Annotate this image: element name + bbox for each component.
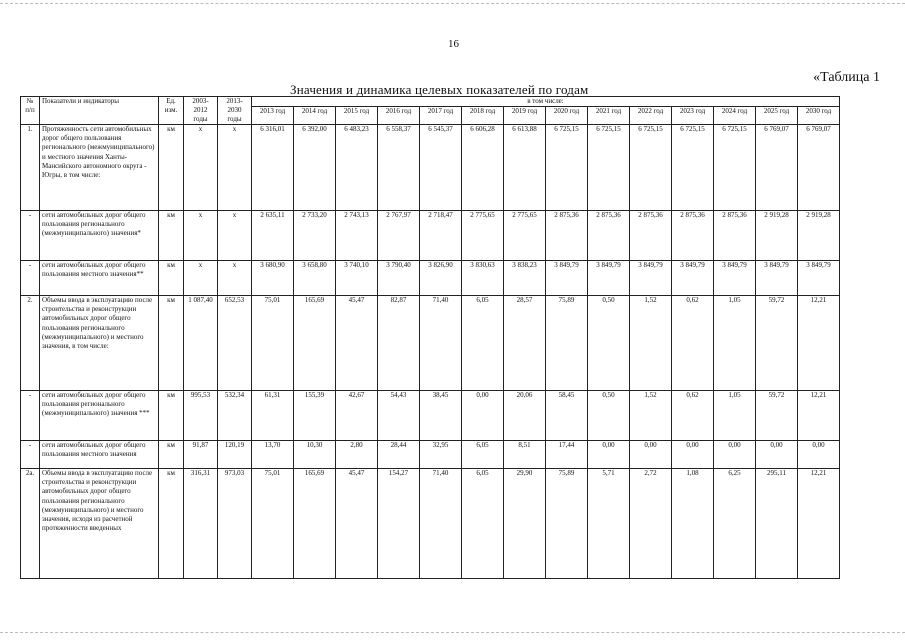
year-value: 59,72 [756, 391, 798, 441]
header-year: 2014 год [294, 107, 336, 125]
bottom-scan-edge [0, 632, 905, 633]
indicator-name: Объемы ввода в эксплуатацию после строительства и реконструкции автомобильных дорог общего пользования регионального (межмуниципального) и местного значения, исходя из расчетной протяженности введенных [40, 469, 159, 579]
year-value: 2 875,36 [588, 211, 630, 261]
period2-value: 973,03 [218, 469, 252, 579]
row-number: 2а. [21, 469, 40, 579]
year-value: 0,00 [714, 441, 756, 469]
period1-value: 91,87 [184, 441, 218, 469]
year-value: 6 769,07 [756, 125, 798, 211]
header-period-2013-2030: 2013-2030 годы [218, 97, 252, 125]
header-year: 2017 год [420, 107, 462, 125]
year-value: 28,57 [504, 296, 546, 391]
year-value: 1,52 [630, 391, 672, 441]
period2-value: x [218, 211, 252, 261]
year-value: 3 826,90 [420, 261, 462, 296]
year-value: 3 790,40 [378, 261, 420, 296]
header-num: № п/п [21, 97, 40, 125]
period2-value: 120,19 [218, 441, 252, 469]
year-value: 71,40 [420, 296, 462, 391]
year-value: 3 849,79 [798, 261, 840, 296]
year-value: 6,05 [462, 469, 504, 579]
year-value: 2,80 [336, 441, 378, 469]
page-title: Значения и динамика целевых показателей по годам [290, 82, 589, 97]
indicator-name: сети автомобильных дорог общего пользования регионального (межмуниципального) значения* [40, 211, 159, 261]
year-value: 165,69 [294, 469, 336, 579]
year-value: 0,62 [672, 296, 714, 391]
table-row [21, 469, 840, 579]
unit-cell: км [159, 391, 184, 441]
year-value: 42,67 [336, 391, 378, 441]
year-value: 6 725,15 [546, 125, 588, 211]
year-value: 2,72 [630, 469, 672, 579]
period2-value: x [218, 125, 252, 211]
year-value: 3 849,79 [588, 261, 630, 296]
year-value: 155,39 [294, 391, 336, 441]
period1-value: x [184, 261, 218, 296]
year-value: 17,44 [546, 441, 588, 469]
header-year: 2019 год [504, 107, 546, 125]
header-year: 2015 год [336, 107, 378, 125]
year-value: 3 849,79 [756, 261, 798, 296]
indicator-name: сети автомобильных дорог общего пользования регионального (межмуниципального) значения *** [40, 391, 159, 441]
year-value: 2 875,36 [672, 211, 714, 261]
unit-cell: км [159, 261, 184, 296]
year-value: 54,43 [378, 391, 420, 441]
year-value: 6 545,37 [420, 125, 462, 211]
year-value: 154,27 [378, 469, 420, 579]
year-value: 32,95 [420, 441, 462, 469]
year-value: 295,11 [756, 469, 798, 579]
period1-value: 316,31 [184, 469, 218, 579]
year-value: 8,51 [504, 441, 546, 469]
header-year: 2024 год [714, 107, 756, 125]
year-value: 6 725,15 [714, 125, 756, 211]
unit-cell: км [159, 296, 184, 391]
indicators-table [20, 96, 840, 579]
year-value: 6 725,15 [588, 125, 630, 211]
year-value: 3 849,79 [546, 261, 588, 296]
year-value: 71,40 [420, 469, 462, 579]
year-value: 0,62 [672, 391, 714, 441]
year-value: 13,70 [252, 441, 294, 469]
year-value: 0,00 [798, 441, 840, 469]
table-row [21, 296, 840, 391]
year-value: 3 849,79 [672, 261, 714, 296]
indicator-name: сети автомобильных дорог общего пользования местного значения** [40, 261, 159, 296]
header-year: 2021 год [588, 107, 630, 125]
year-value: 6,05 [462, 296, 504, 391]
year-value: 0,00 [630, 441, 672, 469]
year-value: 3 658,80 [294, 261, 336, 296]
year-value: 2 635,11 [252, 211, 294, 261]
year-value: 1,52 [630, 296, 672, 391]
year-value: 3 830,63 [462, 261, 504, 296]
year-value: 1,05 [714, 296, 756, 391]
year-value: 6 769,07 [798, 125, 840, 211]
year-value: 3 740,10 [336, 261, 378, 296]
header-year: 2016 год [378, 107, 420, 125]
year-value: 1,05 [714, 391, 756, 441]
year-value: 61,31 [252, 391, 294, 441]
year-value: 10,30 [294, 441, 336, 469]
indicator-name: Объемы ввода в эксплуатацию после строительства и реконструкции автомобильных дорог общего пользования регионального (межмуниципального) и местного значения, в том числе: [40, 296, 159, 391]
year-value: 2 919,28 [798, 211, 840, 261]
period2-value: 652,53 [218, 296, 252, 391]
year-value: 28,44 [378, 441, 420, 469]
header-year: 2023 год [672, 107, 714, 125]
unit-cell: км [159, 211, 184, 261]
year-value: 45,47 [336, 469, 378, 579]
indicator-name: Протяженность сети автомобильных дорог общего пользования регионального (межмуниципального) и местного значения Ханты-Мансийского автономного округа - Югры, в том числе: [40, 125, 159, 211]
row-number: - [21, 261, 40, 296]
table-row [21, 261, 840, 296]
table-row [21, 441, 840, 469]
year-value: 0,00 [672, 441, 714, 469]
indicator-name: сети автомобильных дорог общего пользования местного значения [40, 441, 159, 469]
year-value: 2 875,36 [630, 211, 672, 261]
header-year: 2025 год [756, 107, 798, 125]
header-unit: Ед. изм. [159, 97, 184, 125]
year-value: 3 838,23 [504, 261, 546, 296]
year-value: 20,06 [504, 391, 546, 441]
year-value: 2 775,65 [462, 211, 504, 261]
row-number: - [21, 391, 40, 441]
table-caption: «Таблица 1 [813, 70, 880, 85]
year-value: 2 875,36 [714, 211, 756, 261]
year-value: 38,45 [420, 391, 462, 441]
year-value: 45,47 [336, 296, 378, 391]
period1-value: 1 087,40 [184, 296, 218, 391]
table-row [21, 125, 840, 211]
page-number: 16 [448, 38, 459, 50]
year-value: 12,21 [798, 391, 840, 441]
year-value: 3 849,79 [630, 261, 672, 296]
period2-value: 532,34 [218, 391, 252, 441]
year-value: 0,00 [756, 441, 798, 469]
header-period-2003-2012: 2003-2012 годы [184, 97, 218, 125]
unit-cell: км [159, 441, 184, 469]
year-value: 2 919,28 [756, 211, 798, 261]
year-value: 6 725,15 [672, 125, 714, 211]
year-value: 2 743,13 [336, 211, 378, 261]
row-number: 1. [21, 125, 40, 211]
table-row [21, 211, 840, 261]
year-value: 12,21 [798, 469, 840, 579]
year-value: 165,69 [294, 296, 336, 391]
year-value: 6 606,28 [462, 125, 504, 211]
year-value: 5,71 [588, 469, 630, 579]
year-value: 6 483,23 [336, 125, 378, 211]
year-value: 0,50 [588, 391, 630, 441]
period2-value: x [218, 261, 252, 296]
year-value: 3 680,90 [252, 261, 294, 296]
year-value: 75,01 [252, 296, 294, 391]
year-value: 6 558,37 [378, 125, 420, 211]
header-year: 2030 год [798, 107, 840, 125]
year-value: 59,72 [756, 296, 798, 391]
period1-value: x [184, 211, 218, 261]
table-row [21, 391, 840, 441]
row-number: - [21, 441, 40, 469]
year-value: 29,90 [504, 469, 546, 579]
row-number: - [21, 211, 40, 261]
year-value: 0,50 [588, 296, 630, 391]
header-indicator: Показатели и индикаторы [40, 97, 159, 125]
header-year: 2020 год [546, 107, 588, 125]
year-value: 6 392,00 [294, 125, 336, 211]
year-value: 2 775,65 [504, 211, 546, 261]
year-value: 6,25 [714, 469, 756, 579]
year-value: 2 718,47 [420, 211, 462, 261]
year-value: 6 316,01 [252, 125, 294, 211]
header-year: 2022 год [630, 107, 672, 125]
unit-cell: км [159, 469, 184, 579]
year-value: 12,21 [798, 296, 840, 391]
header-year: 2013 год [252, 107, 294, 125]
year-value: 75,89 [546, 296, 588, 391]
year-value: 6 725,15 [630, 125, 672, 211]
period1-value: x [184, 125, 218, 211]
header-year: 2018 год [462, 107, 504, 125]
year-value: 58,45 [546, 391, 588, 441]
period1-value: 995,53 [184, 391, 218, 441]
year-value: 0,00 [462, 391, 504, 441]
year-value: 6 613,88 [504, 125, 546, 211]
year-value: 2 875,36 [546, 211, 588, 261]
row-number: 2. [21, 296, 40, 391]
header-including: в том числе: [252, 97, 840, 107]
year-value: 2 733,20 [294, 211, 336, 261]
top-scan-edge [0, 3, 905, 4]
year-value: 82,87 [378, 296, 420, 391]
year-value: 75,01 [252, 469, 294, 579]
year-value: 6,05 [462, 441, 504, 469]
year-value: 2 767,97 [378, 211, 420, 261]
year-value: 1,08 [672, 469, 714, 579]
year-value: 75,89 [546, 469, 588, 579]
year-value: 3 849,79 [714, 261, 756, 296]
year-value: 0,00 [588, 441, 630, 469]
unit-cell: км [159, 125, 184, 211]
